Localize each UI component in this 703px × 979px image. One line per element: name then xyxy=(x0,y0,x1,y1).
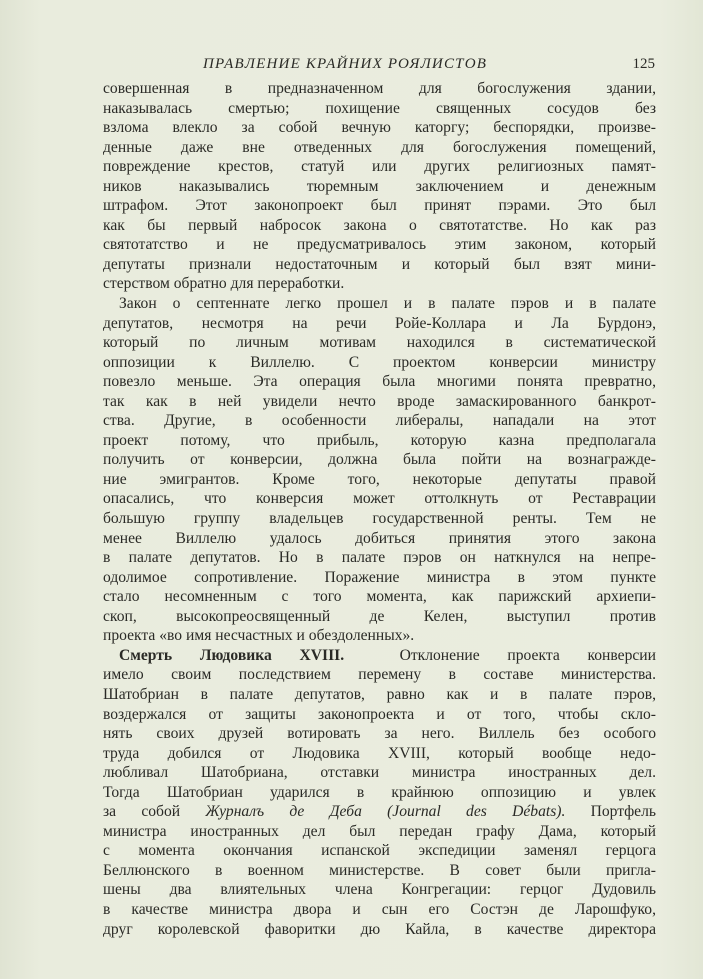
text-line: который по личным мотивам находился в систематической xyxy=(103,334,656,352)
text-span: за собой xyxy=(103,803,206,821)
text-line: имело своим последствием перемену в составе министерства. xyxy=(103,666,656,684)
text-line: проекта «во имя несчастных и обездоленных». xyxy=(103,627,415,645)
text-line: стерством обратно для переработки. xyxy=(103,275,345,293)
text-line: опасались, что конверсия может оттолкнуть от Реставрации xyxy=(103,490,656,508)
text-line: одолимое сопротивление. Поражение министра в этом пункте xyxy=(103,568,656,586)
text-line: министра иностранных дел был передан графу Дама, который xyxy=(103,822,656,840)
text-line: повреждение крестов, статуй или других религиозных памят- xyxy=(103,158,656,176)
text-line: большую группу владельцев государственной ренты. Тем не xyxy=(103,510,656,528)
text-line: повезло меньше. Эта операция была многими понята превратно, xyxy=(103,373,656,391)
text-line: совершенная в предназначенном для богослужения здании, xyxy=(103,80,656,97)
text-line: менее Виллелю удалось добиться принятия этого закона xyxy=(103,529,656,547)
text-line: труда добился от Людовика XVIII, который вообще недо- xyxy=(103,744,656,762)
text-line: шены два влиятельных члена Конгрегации: герцог Дудовиль xyxy=(103,881,656,899)
text-line: Шатобриан в палате депутатов, равно как и в палате пэров, xyxy=(103,685,656,703)
text-line: депутатов, несмотря на речи Ройе-Коллара и Ла Бурдонэ, xyxy=(103,314,656,332)
text-line: скоп, высокопреосвященный де Келен, выступил против xyxy=(103,607,656,625)
text-line: как бы первый набросок закона о святотатстве. Но как раз xyxy=(103,216,656,234)
text-line: депутаты признали недостаточным и который был взят мини- xyxy=(103,255,656,273)
text-line: святотатство и не предусматривалось этим законом, который xyxy=(103,236,656,254)
text-line: нять своих друзей вотировать за него. Виллель без особого xyxy=(103,725,656,743)
text-line: стало несомненным с того момента, как парижский архиепи- xyxy=(103,588,656,606)
text-line: получить от конверсии, должна была пойти на вознагражде- xyxy=(103,451,656,469)
text-line xyxy=(103,802,656,822)
text-line: Беллюнского в военном министерстве. В совет были пригла- xyxy=(103,861,656,879)
text-line: любливал Шатобриана, отставки министра иностранных дел. xyxy=(103,764,656,782)
text-line: оппозиции к Виллелю. С проектом конверсии министру xyxy=(103,353,656,371)
text-line: взлома влекло за собой вечную каторгу; беспорядки, произве- xyxy=(103,119,656,137)
page-number: 125 xyxy=(632,56,655,72)
text-span: Отклонение проекта конверсии xyxy=(344,646,656,664)
text-line: друг королевской фаворитки дю Кайла, в качестве директора xyxy=(103,920,656,938)
text-line: ства. Другие, в особенности либералы, нападали на этот xyxy=(103,412,656,430)
text-line xyxy=(103,646,656,666)
italic-title: Журналъ де Деба (Journal des Débats). xyxy=(205,803,566,821)
page-header xyxy=(103,56,655,78)
body-text xyxy=(103,79,656,939)
text-line: проект потому, что прибыль, которую казна предполагала xyxy=(103,431,656,449)
text-line: ние эмигрантов. Кроме того, некоторые депутаты правой xyxy=(103,470,656,488)
text-line: с момента окончания испанской экспедиции заменял герцога xyxy=(103,842,656,860)
section-heading: Смерть Людовика XVIII. xyxy=(119,646,345,664)
text-line: воздержался от защиты законопроекта и от того, чтобы скло- xyxy=(103,705,656,723)
text-span: Портфель xyxy=(565,803,656,821)
text-line: Закон о септеннате легко прошел и в палате пэров и в палате xyxy=(119,295,656,313)
text-line: денные даже вне отведенных для богослужения помещений, xyxy=(103,138,656,156)
text-line: в качестве министра двора и сын его Состэн де Ларошфуко, xyxy=(103,900,656,918)
text-line: так как в ней увидели нечто вроде замаскированного банкрот- xyxy=(103,392,656,410)
text-line: Тогда Шатобриан ударился в крайнюю оппозицию и увлек xyxy=(103,783,656,801)
text-line: ников наказывались тюремным заключением и денежным xyxy=(103,177,656,195)
running-title: ПРАВЛЕНИЕ КРАЙНИХ РОЯЛИСТОВ xyxy=(203,56,488,72)
text-line: наказывалась смертью; похищение священных сосудов без xyxy=(103,99,656,117)
text-line: штрафом. Этот законопроект был принят пэрами. Это был xyxy=(103,197,656,215)
text-line: в палате депутатов. Но в палате пэров он наткнулся на непре- xyxy=(103,549,656,567)
